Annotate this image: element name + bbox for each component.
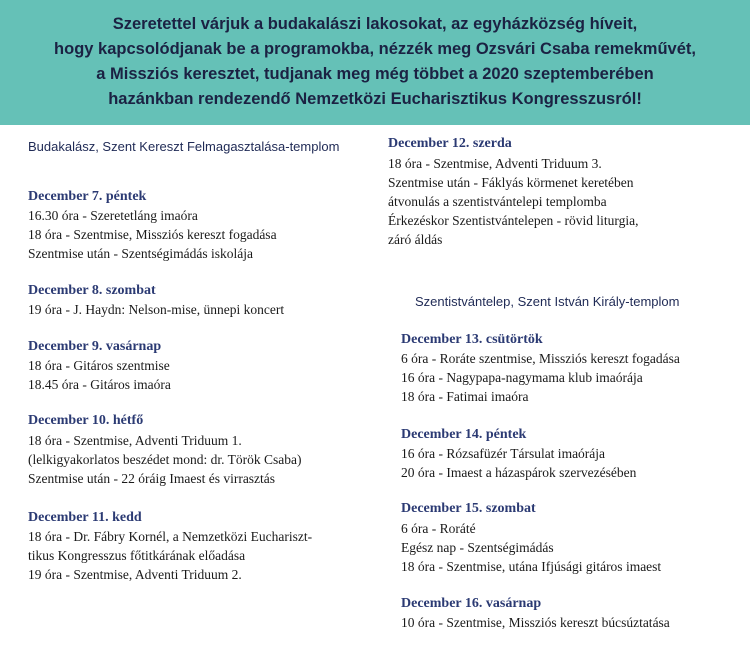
program-line: 6 óra - Roráté xyxy=(401,521,476,536)
program-line: 18 óra - Gitáros szentmise xyxy=(28,358,170,373)
banner-line: Szeretettel várjuk a budakalászi lakosokat, az egyházközség híveit, xyxy=(112,15,638,33)
program-line: 16.30 óra - Szeretetláng imaóra xyxy=(28,208,198,223)
banner-line: a Missziós keresztet, tudjanak meg még többet a 2020 szeptemberében xyxy=(96,65,654,83)
day-heading: December 14. péntek xyxy=(401,427,527,442)
program-line: 16 óra - Rózsafüzér Társulat imaórája xyxy=(401,446,606,461)
day-heading: December 11. kedd xyxy=(28,510,142,525)
day-heading: December 10. hétfő xyxy=(28,413,144,428)
program-line: Érkezéskor Szentistvántelepen - rövid liturgia, xyxy=(388,213,639,228)
day-heading: December 8. szombat xyxy=(28,283,156,298)
program-line: 18 óra - Fatimai imaóra xyxy=(401,389,529,404)
banner-line: hogy kapcsolódjanak be a programokba, nézzék meg Ozsvári Csaba remekművét, xyxy=(54,40,696,58)
program-line: 18 óra - Szentmise, Adventi Triduum 1. xyxy=(28,433,242,448)
program-line: 6 óra - Roráte szentmise, Missziós kereszt fogadása xyxy=(401,351,680,366)
program-line: Szentmise után - Fáklyás körmenet keretében xyxy=(388,175,634,190)
program-line: 20 óra - Imaest a házaspárok szervezésében xyxy=(401,465,637,480)
day-heading: December 13. csütörtök xyxy=(401,332,543,347)
program-line: Szentmise után - 22 óráig Imaest és virrasztás xyxy=(28,471,276,486)
day-heading: December 9. vasárnap xyxy=(28,339,162,354)
program-line: tikus Kongresszus főtitkárának előadása xyxy=(28,548,246,563)
program-line: (lelkigyakorlatos beszédet mond: dr. Török Csaba) xyxy=(28,452,302,467)
program-line: 19 óra - J. Haydn: Nelson-mise, ünnepi koncert xyxy=(28,302,285,317)
program-line: 18 óra - Szentmise, Adventi Triduum 3. xyxy=(388,156,602,171)
program-line: Egész nap - Szentségimádás xyxy=(401,540,554,555)
program-line: záró áldás xyxy=(388,232,443,247)
venue-title-szentistvantelep: Szentistvántelep, Szent István Király-templom xyxy=(415,294,680,309)
day-heading: December 15. szombat xyxy=(401,501,536,516)
program-line: 16 óra - Nagypapa-nagymama klub imaórája xyxy=(401,370,643,385)
day-heading: December 16. vasárnap xyxy=(401,596,542,611)
program-line: 18.45 óra - Gitáros imaóra xyxy=(28,377,171,392)
banner-line: hazánkban rendezendő Nemzetközi Eucharisztikus Kongresszusról! xyxy=(108,90,642,108)
day-heading: December 7. péntek xyxy=(28,189,147,204)
header-banner xyxy=(0,0,750,125)
program-line: 18 óra - Szentmise, Missziós kereszt fogadása xyxy=(28,227,277,242)
day-heading: December 12. szerda xyxy=(388,136,512,151)
program-line: Szentmise után - Szentségimádás iskolája xyxy=(28,246,253,261)
program-line: 19 óra - Szentmise, Adventi Triduum 2. xyxy=(28,567,242,582)
program-line: 18 óra - Dr. Fábry Kornél, a Nemzetközi Euchariszt- xyxy=(28,529,313,544)
program-line: 18 óra - Szentmise, utána Ifjúsági gitáros imaest xyxy=(401,559,662,574)
program-line: átvonulás a szentistvántelepi templomba xyxy=(388,194,607,209)
venue-title-budakalasz: Budakalász, Szent Kereszt Felmagasztalása-templom xyxy=(28,139,340,154)
program-line: 10 óra - Szentmise, Missziós kereszt búcsúztatása xyxy=(401,615,670,630)
